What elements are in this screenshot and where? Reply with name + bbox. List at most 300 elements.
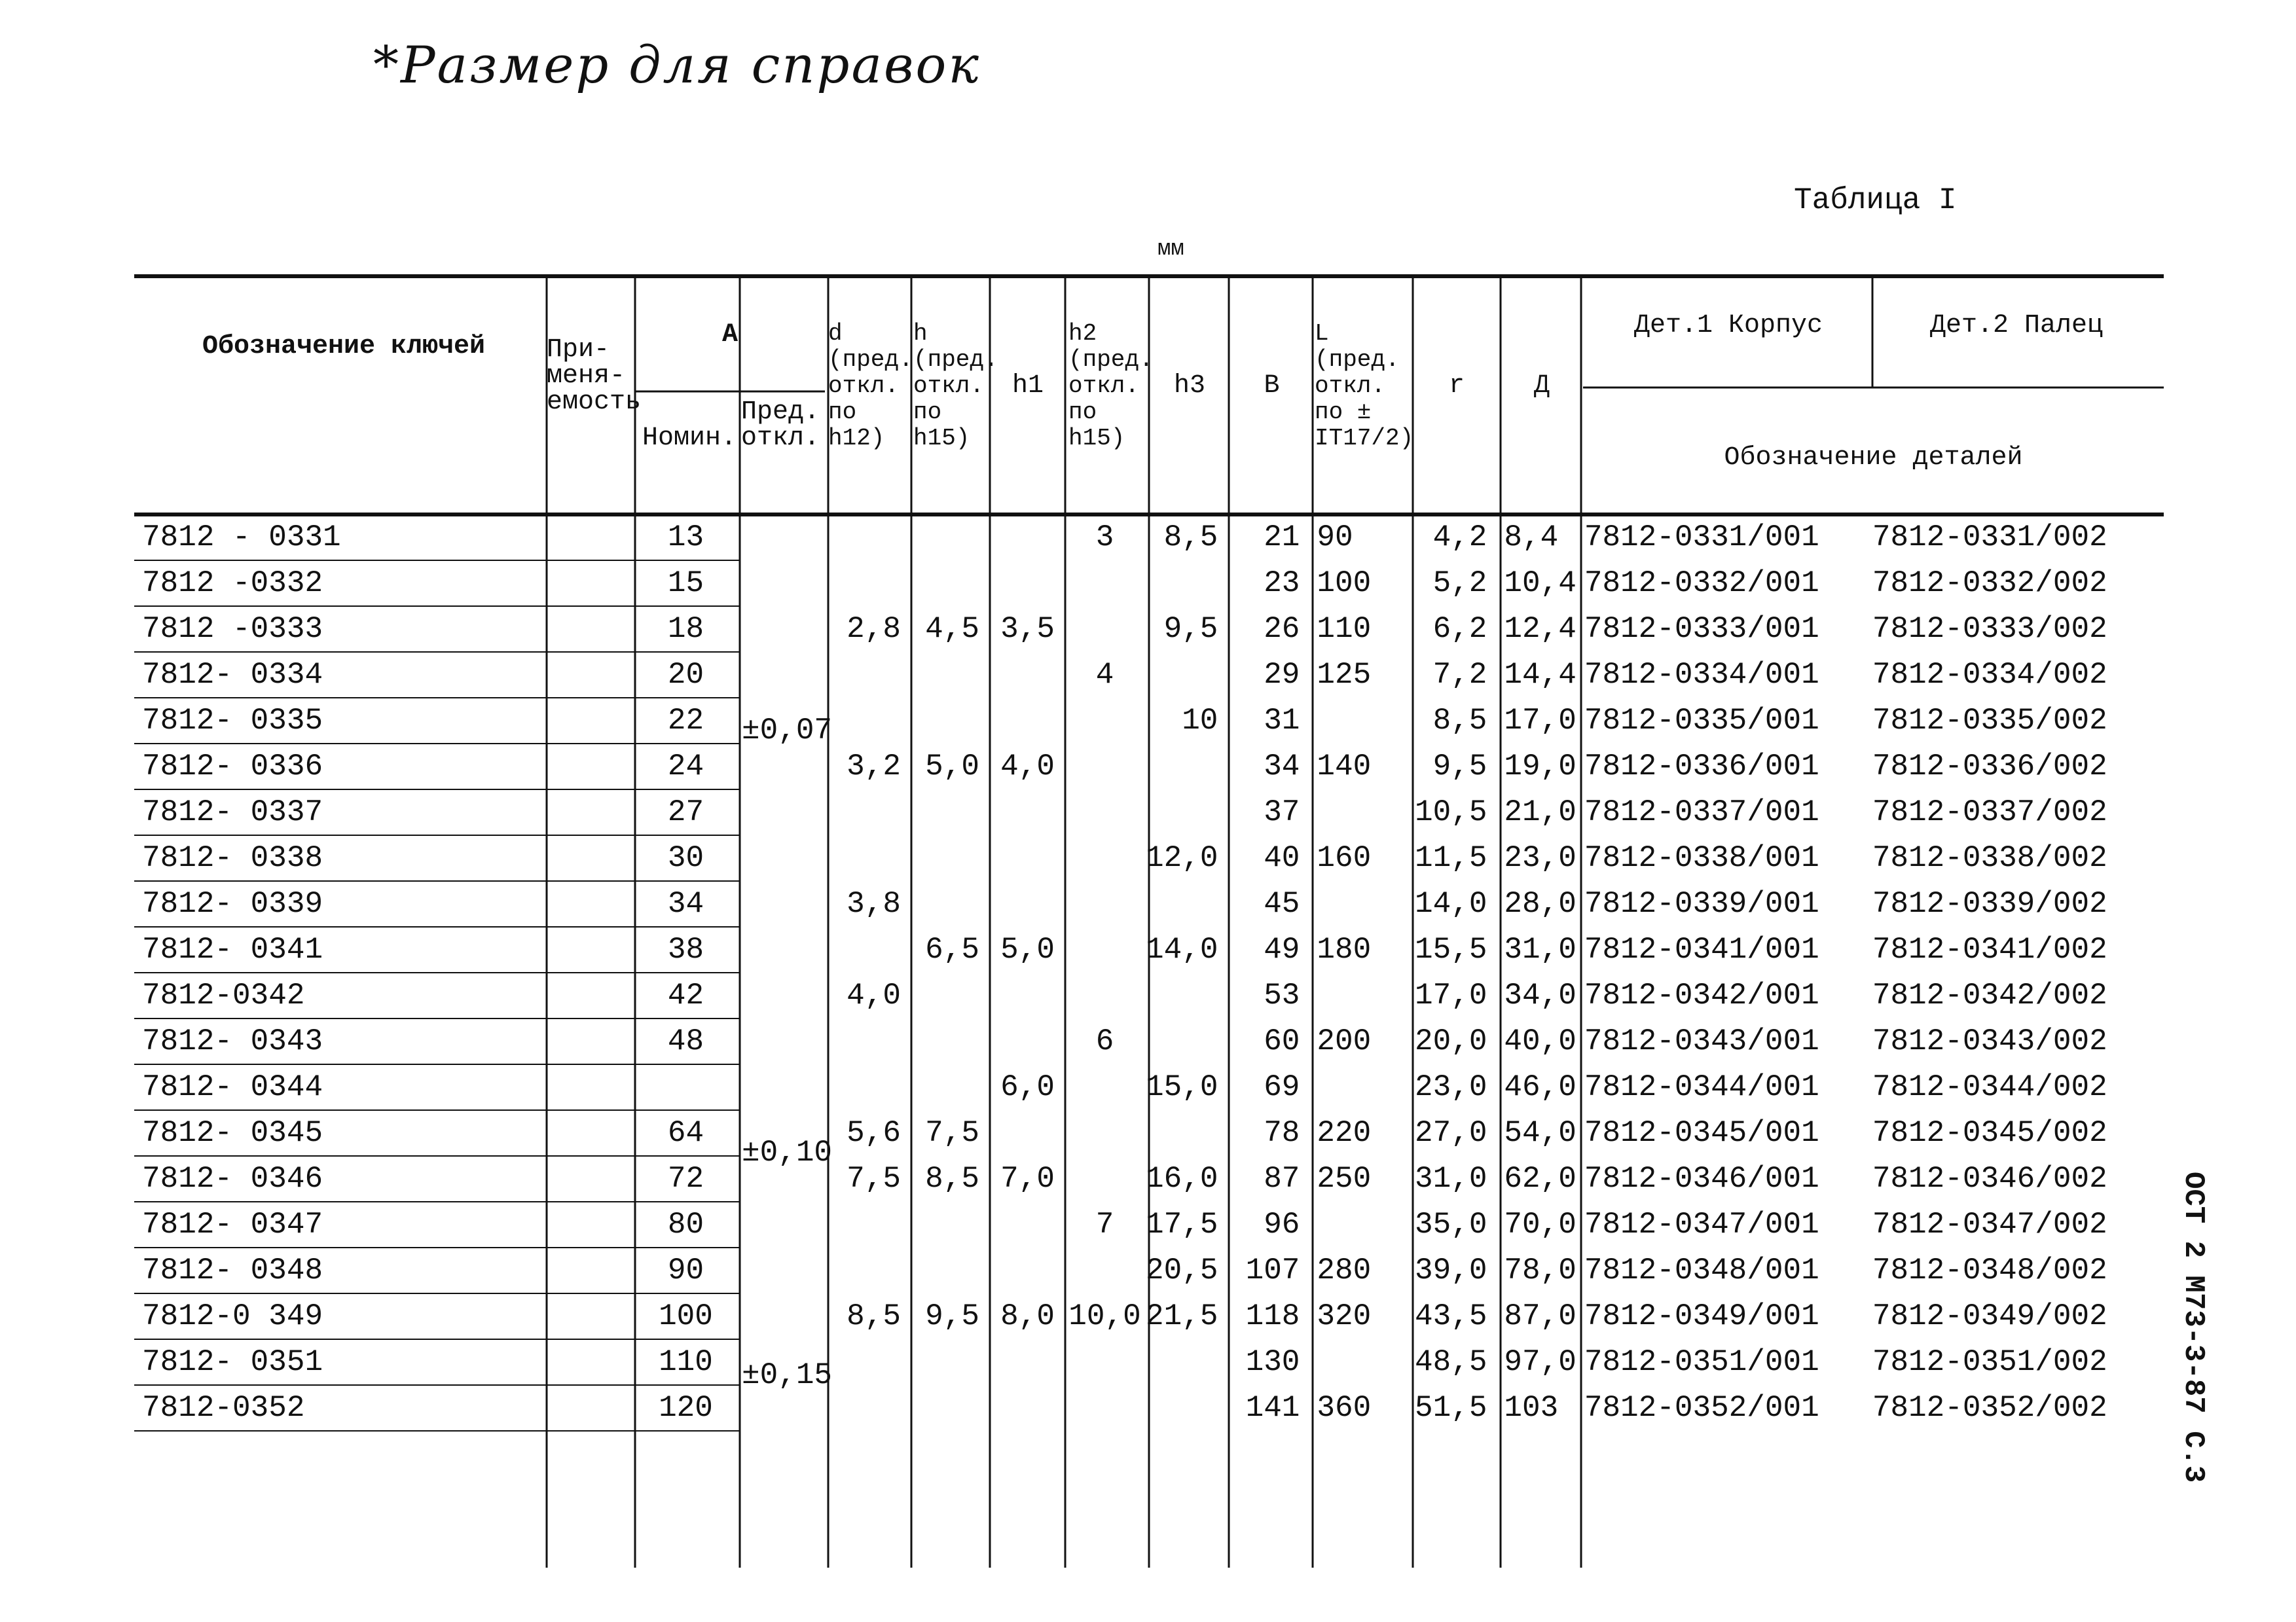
cell-det1: 7812-0332/001 (1584, 566, 1819, 600)
cell-B: 69 (1264, 1070, 1300, 1104)
header-A-nominal: Номин. (642, 424, 737, 453)
table-row (134, 881, 2157, 927)
cell-h: 9,5 (925, 1299, 979, 1333)
cell-applicability (547, 560, 635, 606)
cell-det2: 7812-0343/002 (1872, 1024, 2107, 1058)
cell-r: 9,5 (1432, 749, 1487, 784)
cell-D: 46,0 (1504, 1070, 1576, 1104)
cell-L (1309, 1339, 1409, 1385)
cell-L: 220 (1317, 1116, 1372, 1150)
cell-h3: 16,0 (1146, 1162, 1218, 1196)
cell-det2: 7812-0341/002 (1872, 933, 2107, 967)
cell-designation: 7812- 0348 (142, 1253, 323, 1288)
cell-d (825, 514, 910, 560)
cell-A: 15 (667, 566, 704, 600)
cell-d: 5,6 (847, 1116, 901, 1150)
cell-h2 (1064, 835, 1146, 881)
cell-d (825, 789, 910, 835)
cell-h3: 12,0 (1146, 841, 1218, 875)
table-row (134, 1293, 2157, 1339)
cell-B: 31 (1264, 704, 1300, 738)
cell-tolspace (737, 1018, 825, 1064)
cell-h3 (1146, 1385, 1227, 1431)
cell-h2: 4 (1095, 658, 1114, 692)
cell-designation: 7812- 0334 (142, 658, 323, 692)
cell-d: 3,2 (847, 749, 901, 784)
cell-L (1309, 1202, 1409, 1248)
cell-applicability (547, 1385, 635, 1431)
cell-r: 17,0 (1415, 979, 1487, 1013)
cell-h3 (1146, 744, 1227, 789)
cell-A: 22 (667, 704, 704, 738)
cell-det1: 7812-0343/001 (1584, 1024, 1819, 1058)
cell-A: 13 (667, 520, 704, 554)
cell-det1: 7812-0352/001 (1584, 1391, 1819, 1425)
cell-det1: 7812-0337/001 (1584, 795, 1819, 829)
cell-h (910, 789, 989, 835)
cell-tolspace (737, 1064, 825, 1110)
cell-A: 110 (659, 1345, 713, 1379)
cell-det2: 7812-0352/002 (1872, 1391, 2107, 1425)
cell-D: 78,0 (1504, 1253, 1576, 1288)
cell-d (825, 560, 910, 606)
cell-h3 (1146, 973, 1227, 1018)
cell-D: 62,0 (1504, 1162, 1576, 1196)
cell-det1: 7812-0338/001 (1584, 841, 1819, 875)
cell-h (910, 1018, 989, 1064)
cell-applicability (547, 1156, 635, 1202)
cell-r: 43,5 (1415, 1299, 1487, 1333)
cell-h1 (989, 1202, 1064, 1248)
cell-B: 130 (1245, 1345, 1300, 1379)
cell-r: 6,2 (1432, 612, 1487, 646)
table-row (134, 560, 2157, 606)
cell-applicability (547, 606, 635, 652)
cell-A: 24 (667, 749, 704, 784)
cell-det2: 7812-0348/002 (1872, 1253, 2107, 1288)
cell-h (910, 1248, 989, 1293)
cell-det1: 7812-0331/001 (1584, 520, 1819, 554)
cell-det2: 7812-0333/002 (1872, 612, 2107, 646)
cell-A: 34 (667, 887, 704, 921)
cell-D: 87,0 (1504, 1299, 1576, 1333)
cell-det2: 7812-0345/002 (1872, 1116, 2107, 1150)
cell-h2 (1064, 744, 1146, 789)
cell-det2: 7812-0334/002 (1872, 658, 2107, 692)
cell-tolspace (737, 1248, 825, 1293)
cell-applicability (547, 744, 635, 789)
cell-r: 35,0 (1415, 1208, 1487, 1242)
cell-applicability (547, 698, 635, 744)
cell-applicability (547, 789, 635, 835)
cell-designation: 7812- 0339 (142, 887, 323, 921)
cell-h (910, 1064, 989, 1110)
cell-h3 (1146, 789, 1227, 835)
cell-h2 (1064, 698, 1146, 744)
cell-det2: 7812-0344/002 (1872, 1070, 2107, 1104)
cell-det2: 7812-0349/002 (1872, 1299, 2107, 1333)
cell-A: 18 (667, 612, 704, 646)
cell-d (825, 652, 910, 698)
cell-h: 6,5 (925, 933, 979, 967)
cell-A: 64 (667, 1116, 704, 1150)
cell-D: 12,4 (1504, 612, 1576, 646)
reference-size-note: *Размер для справок (373, 36, 981, 95)
header-applicability: При- меня- емость (547, 335, 642, 417)
header-det2: Дет.2 Палец (1929, 311, 2104, 340)
cell-det1: 7812-0348/001 (1584, 1253, 1819, 1288)
cell-h (910, 514, 989, 560)
cell-L: 100 (1317, 566, 1372, 600)
cell-L: 280 (1317, 1253, 1372, 1288)
side-standard-text: ОСТ 2 М73-3-87 С.3 (2177, 1172, 2210, 1483)
cell-h3 (1146, 1018, 1227, 1064)
cell-h (910, 698, 989, 744)
cell-L: 140 (1317, 749, 1372, 784)
cell-d (825, 1018, 910, 1064)
cell-det1: 7812-0336/001 (1584, 749, 1819, 784)
cell-h2 (1064, 1248, 1146, 1293)
cell-det2: 7812-0342/002 (1872, 979, 2107, 1013)
cell-h3: 15,0 (1146, 1070, 1218, 1104)
cell-d (825, 698, 910, 744)
table-row (134, 789, 2157, 835)
cell-h2 (1064, 560, 1146, 606)
cell-h2: 3 (1095, 520, 1114, 554)
cell-h2 (1064, 881, 1146, 927)
cell-D: 19,0 (1504, 749, 1576, 784)
cell-L: 160 (1317, 841, 1372, 875)
header-r: r (1448, 371, 1465, 401)
cell-d: 8,5 (847, 1299, 901, 1333)
cell-A (635, 1064, 737, 1110)
cell-D: 28,0 (1504, 887, 1576, 921)
cell-B: 78 (1264, 1116, 1300, 1150)
cell-r: 11,5 (1415, 841, 1487, 875)
cell-B: 107 (1245, 1253, 1300, 1288)
cell-B: 45 (1264, 887, 1300, 921)
cell-A: 48 (667, 1024, 704, 1058)
cell-applicability (547, 652, 635, 698)
cell-h (910, 1339, 989, 1385)
cell-d: 7,5 (847, 1162, 901, 1196)
cell-r: 31,0 (1415, 1162, 1487, 1196)
cell-det1: 7812-0345/001 (1584, 1116, 1819, 1150)
cell-h2 (1064, 789, 1146, 835)
cell-r: 7,2 (1432, 658, 1487, 692)
cell-det2: 7812-0346/002 (1872, 1162, 2107, 1196)
cell-B: 34 (1264, 749, 1300, 784)
cell-D: 70,0 (1504, 1208, 1576, 1242)
cell-A: 42 (667, 979, 704, 1013)
cell-h3 (1146, 560, 1227, 606)
cell-h: 7,5 (925, 1116, 979, 1150)
header-h: h (пред. откл. по h15) (913, 320, 998, 452)
cell-B: 141 (1245, 1391, 1300, 1425)
header-h1: h1 (1011, 371, 1044, 401)
cell-h (910, 560, 989, 606)
table-row (134, 835, 2157, 881)
cell-tolspace (737, 881, 825, 927)
cell-h3: 17,5 (1146, 1208, 1218, 1242)
cell-r: 27,0 (1415, 1116, 1487, 1150)
cell-A: 90 (667, 1253, 704, 1288)
cell-h1 (989, 1248, 1064, 1293)
cell-h1 (989, 1110, 1064, 1156)
cell-designation: 7812- 0341 (142, 933, 323, 967)
cell-d (825, 1385, 910, 1431)
cell-det1: 7812-0347/001 (1584, 1208, 1819, 1242)
cell-applicability (547, 973, 635, 1018)
cell-tolspace (737, 835, 825, 881)
table-row (134, 606, 2157, 652)
cell-r: 4,2 (1432, 520, 1487, 554)
header-det1: Дет.1 Корпус (1633, 311, 1823, 340)
cell-h1 (989, 514, 1064, 560)
cell-r: 14,0 (1415, 887, 1487, 921)
cell-det2: 7812-0339/002 (1872, 887, 2107, 921)
cell-applicability (547, 1064, 635, 1110)
cell-det2: 7812-0351/002 (1872, 1345, 2107, 1379)
cell-D: 97,0 (1504, 1345, 1576, 1379)
cell-h1: 6,0 (1000, 1070, 1055, 1104)
cell-L: 110 (1317, 612, 1372, 646)
cell-D: 17,0 (1504, 704, 1576, 738)
cell-h2 (1064, 1339, 1146, 1385)
cell-applicability (547, 1110, 635, 1156)
cell-h (910, 1202, 989, 1248)
cell-h3 (1146, 652, 1227, 698)
cell-A: 80 (667, 1208, 704, 1242)
table-row (134, 698, 2157, 744)
cell-designation: 7812-0352 (142, 1391, 305, 1425)
tolerance-group-2: ±0,10 (742, 1136, 833, 1170)
cell-L: 250 (1317, 1162, 1372, 1196)
cell-D: 10,4 (1504, 566, 1576, 600)
cell-L (1309, 881, 1409, 927)
header-A-tolerance: Пред. откл. (741, 397, 820, 453)
cell-D: 54,0 (1504, 1116, 1576, 1150)
cell-applicability (547, 927, 635, 973)
cell-B: 40 (1264, 841, 1300, 875)
cell-h1 (989, 973, 1064, 1018)
cell-h2 (1064, 1385, 1146, 1431)
cell-tolspace (737, 927, 825, 973)
cell-det1: 7812-0339/001 (1584, 887, 1819, 921)
cell-h2 (1064, 1064, 1146, 1110)
cell-D: 103 (1504, 1391, 1559, 1425)
cell-h: 5,0 (925, 749, 979, 784)
cell-h1: 3,5 (1000, 612, 1055, 646)
cell-tolspace (737, 973, 825, 1018)
cell-d: 4,0 (847, 979, 901, 1013)
cell-r: 8,5 (1432, 704, 1487, 738)
table-row (134, 652, 2157, 698)
cell-B: 29 (1264, 658, 1300, 692)
cell-B: 26 (1264, 612, 1300, 646)
cell-D: 40,0 (1504, 1024, 1576, 1058)
cell-tolspace (737, 789, 825, 835)
cell-designation: 7812- 0347 (142, 1208, 323, 1242)
cell-A: 72 (667, 1162, 704, 1196)
cell-h2: 7 (1095, 1208, 1114, 1242)
cell-D: 23,0 (1504, 841, 1576, 875)
cell-A: 100 (659, 1299, 713, 1333)
cell-h2 (1064, 606, 1146, 652)
cell-h1 (989, 1339, 1064, 1385)
cell-designation: 7812- 0338 (142, 841, 323, 875)
cell-B: 96 (1264, 1208, 1300, 1242)
cell-d: 2,8 (847, 612, 901, 646)
cell-h2 (1064, 1156, 1146, 1202)
cell-h1 (989, 835, 1064, 881)
cell-det1: 7812-0344/001 (1584, 1070, 1819, 1104)
cell-A: 38 (667, 933, 704, 967)
cell-h3: 21,5 (1146, 1299, 1218, 1333)
cell-applicability (547, 1202, 635, 1248)
cell-tolspace (737, 744, 825, 789)
table-row (134, 1064, 2157, 1110)
header-A: A (721, 320, 738, 350)
table-row (134, 1339, 2157, 1385)
cell-det1: 7812-0333/001 (1584, 612, 1819, 646)
cell-det2: 7812-0332/002 (1872, 566, 2107, 600)
cell-D: 31,0 (1504, 933, 1576, 967)
cell-applicability (547, 1248, 635, 1293)
cell-h1 (989, 881, 1064, 927)
cell-det1: 7812-0349/001 (1584, 1299, 1819, 1333)
header-L: L (пред. откл. по ± IT17/2) (1315, 320, 1414, 452)
cell-tolspace (737, 1293, 825, 1339)
cell-designation: 7812 - 0331 (142, 520, 341, 554)
cell-h2: 6 (1095, 1024, 1114, 1058)
cell-h3: 10 (1182, 704, 1218, 738)
cell-L: 200 (1317, 1024, 1372, 1058)
header-h2: h2 (пред. откл. по h15) (1068, 320, 1154, 452)
cell-L: 320 (1317, 1299, 1372, 1333)
cell-h3 (1146, 1110, 1227, 1156)
cell-d (825, 1064, 910, 1110)
cell-h2 (1064, 973, 1146, 1018)
header-B: В (1264, 371, 1280, 401)
cell-tolspace (737, 1202, 825, 1248)
cell-r: 51,5 (1415, 1391, 1487, 1425)
cell-B: 49 (1264, 933, 1300, 967)
cell-tolspace (737, 514, 825, 560)
cell-h1: 8,0 (1000, 1299, 1055, 1333)
cell-A: 27 (667, 795, 704, 829)
cell-B: 60 (1264, 1024, 1300, 1058)
cell-L (1309, 973, 1409, 1018)
cell-d (825, 1339, 910, 1385)
cell-h (910, 1385, 989, 1431)
cell-designation: 7812- 0337 (142, 795, 323, 829)
cell-applicability (547, 881, 635, 927)
cell-d (825, 835, 910, 881)
cell-det1: 7812-0334/001 (1584, 658, 1819, 692)
cell-d: 3,8 (847, 887, 901, 921)
cell-h3: 14,0 (1146, 933, 1218, 967)
cell-det1: 7812-0341/001 (1584, 933, 1819, 967)
table-row (134, 1385, 2157, 1431)
cell-tolspace (737, 560, 825, 606)
cell-applicability (547, 835, 635, 881)
cell-D: 21,0 (1504, 795, 1576, 829)
cell-designation: 7812-0 349 (142, 1299, 323, 1333)
cell-h (910, 973, 989, 1018)
table-row (134, 927, 2157, 973)
units-label: мм (1157, 237, 1184, 262)
cell-r: 39,0 (1415, 1253, 1487, 1288)
table-row (134, 1248, 2157, 1293)
tolerance-group-1: ±0,07 (742, 713, 833, 748)
cell-B: 87 (1264, 1162, 1300, 1196)
cell-D: 34,0 (1504, 979, 1576, 1013)
cell-designation: 7812 -0332 (142, 566, 323, 600)
cell-designation: 7812- 0335 (142, 704, 323, 738)
table-row (134, 1202, 2157, 1248)
cell-A: 20 (667, 658, 704, 692)
cell-h3: 8,5 (1163, 520, 1218, 554)
cell-r: 10,5 (1415, 795, 1487, 829)
cell-D: 14,4 (1504, 658, 1576, 692)
cell-B: 21 (1264, 520, 1300, 554)
cell-applicability (547, 1293, 635, 1339)
cell-det2: 7812-0337/002 (1872, 795, 2107, 829)
cell-det2: 7812-0338/002 (1872, 841, 2107, 875)
cell-applicability (547, 1018, 635, 1064)
cell-designation: 7812-0342 (142, 979, 305, 1013)
cell-h1: 7,0 (1000, 1162, 1055, 1196)
cell-h1 (989, 560, 1064, 606)
cell-det2: 7812-0347/002 (1872, 1208, 2107, 1242)
cell-h (910, 652, 989, 698)
table-row (134, 514, 2157, 560)
cell-det1: 7812-0335/001 (1584, 704, 1819, 738)
table-row (134, 973, 2157, 1018)
header-D: Д (1533, 371, 1550, 401)
cell-L: 360 (1317, 1391, 1372, 1425)
cell-tolspace (737, 606, 825, 652)
cell-L (1309, 789, 1409, 835)
cell-L: 125 (1317, 658, 1372, 692)
cell-d (825, 927, 910, 973)
cell-B: 53 (1264, 979, 1300, 1013)
cell-det2: 7812-0336/002 (1872, 749, 2107, 784)
cell-r: 23,0 (1415, 1070, 1487, 1104)
cell-L (1309, 698, 1409, 744)
cell-h: 8,5 (925, 1162, 979, 1196)
cell-d (825, 1202, 910, 1248)
cell-r: 20,0 (1415, 1024, 1487, 1058)
table-row (134, 1110, 2157, 1156)
cell-h1 (989, 698, 1064, 744)
table-row (134, 1018, 2157, 1064)
cell-h3: 9,5 (1163, 612, 1218, 646)
tolerance-group-3: ±0,15 (742, 1358, 833, 1392)
cell-tolspace (737, 652, 825, 698)
cell-applicability (547, 514, 635, 560)
cell-h2 (1064, 1110, 1146, 1156)
cell-B: 23 (1264, 566, 1300, 600)
cell-designation: 7812- 0345 (142, 1116, 323, 1150)
table-row (134, 744, 2157, 789)
cell-r: 48,5 (1415, 1345, 1487, 1379)
cell-h1 (989, 1018, 1064, 1064)
cell-A: 120 (659, 1391, 713, 1425)
cell-h3: 20,5 (1146, 1253, 1218, 1288)
cell-det1: 7812-0342/001 (1584, 979, 1819, 1013)
